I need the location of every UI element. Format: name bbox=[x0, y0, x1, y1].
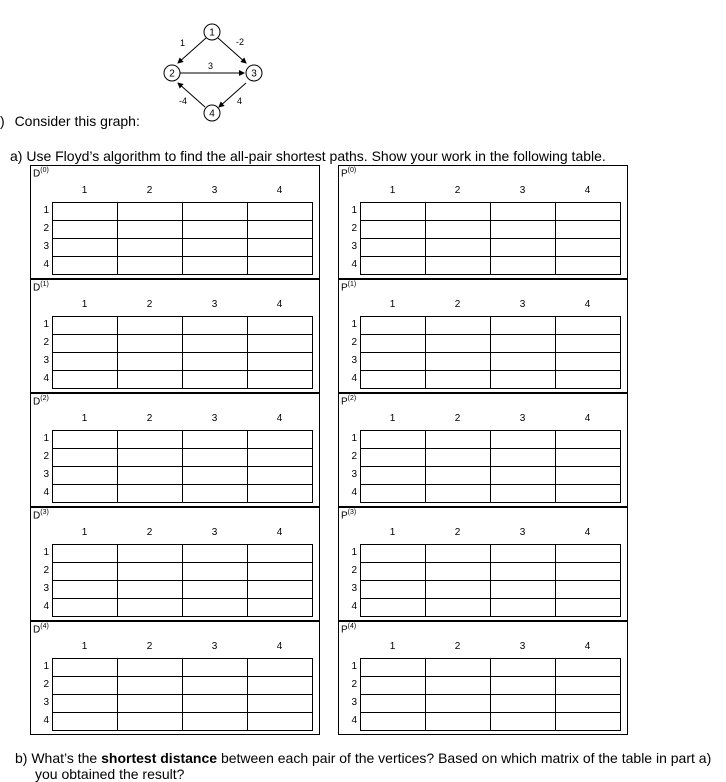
matrix-cell[interactable] bbox=[490, 316, 556, 335]
matrix-cell[interactable] bbox=[117, 676, 183, 695]
matrix-cell[interactable] bbox=[52, 466, 118, 485]
matrix-cell[interactable] bbox=[555, 448, 621, 467]
matrix-cell[interactable] bbox=[247, 220, 313, 239]
matrix-cell[interactable] bbox=[490, 466, 556, 485]
matrix-cell[interactable] bbox=[247, 256, 313, 275]
matrix-cell[interactable] bbox=[490, 712, 556, 731]
matrix-cell[interactable] bbox=[360, 316, 426, 335]
matrix-cell[interactable] bbox=[182, 544, 248, 563]
matrix-cell[interactable] bbox=[360, 238, 426, 257]
column-header: 2 bbox=[454, 527, 461, 538]
matrix-cell[interactable] bbox=[52, 430, 118, 449]
matrix-cell[interactable] bbox=[360, 484, 426, 503]
matrix-cell[interactable] bbox=[52, 334, 118, 353]
matrix-cell[interactable] bbox=[425, 220, 491, 239]
matrix-cell[interactable] bbox=[490, 694, 556, 713]
matrix-cell[interactable] bbox=[425, 466, 491, 485]
matrix-cell[interactable] bbox=[490, 580, 556, 599]
column-header: 4 bbox=[584, 299, 591, 310]
matrix-cell[interactable] bbox=[555, 676, 621, 695]
matrix-cell[interactable] bbox=[360, 448, 426, 467]
row-label: 1 bbox=[351, 205, 357, 216]
column-header: 1 bbox=[389, 185, 396, 196]
matrix-cell[interactable] bbox=[425, 694, 491, 713]
matrix-cell[interactable] bbox=[182, 370, 248, 389]
matrix-cell[interactable] bbox=[490, 448, 556, 467]
row-label: 4 bbox=[351, 487, 357, 498]
column-header: 2 bbox=[146, 185, 153, 196]
matrix-cell[interactable] bbox=[425, 238, 491, 257]
matrix-cell[interactable] bbox=[52, 220, 118, 239]
matrix-cell[interactable] bbox=[360, 544, 426, 563]
matrix-cell[interactable] bbox=[182, 694, 248, 713]
matrix-cell[interactable] bbox=[490, 430, 556, 449]
d-matrix-label: $D^{(2)}$ bbox=[33, 395, 49, 408]
matrix-cell[interactable] bbox=[425, 580, 491, 599]
matrix-cell[interactable] bbox=[555, 598, 621, 617]
matrix-cell[interactable] bbox=[182, 712, 248, 731]
column-header: 1 bbox=[81, 299, 88, 310]
matrix-cell[interactable] bbox=[247, 334, 313, 353]
row-label: 3 bbox=[43, 241, 49, 252]
column-header: 4 bbox=[276, 299, 283, 310]
row-label: 1 bbox=[43, 319, 49, 330]
matrix-cell[interactable] bbox=[425, 676, 491, 695]
matrix-cell[interactable] bbox=[490, 352, 556, 371]
matrix-cell[interactable] bbox=[360, 658, 426, 677]
row-label: 4 bbox=[351, 601, 357, 612]
matrix-cell[interactable] bbox=[555, 370, 621, 389]
matrix-cell[interactable] bbox=[247, 544, 313, 563]
matrix-cell[interactable] bbox=[52, 448, 118, 467]
matrix-cell[interactable] bbox=[52, 580, 118, 599]
edge-label-1-2: 1 bbox=[180, 38, 186, 48]
row-label: 3 bbox=[351, 697, 357, 708]
matrix-cell[interactable] bbox=[117, 580, 183, 599]
column-header: 4 bbox=[276, 413, 283, 424]
matrix-cell[interactable] bbox=[117, 202, 183, 221]
d-matrix-label: $D^{(3)}$ bbox=[33, 509, 49, 522]
row-label: 3 bbox=[351, 241, 357, 252]
p-matrix-label: $P^{(0)}$ bbox=[341, 167, 357, 180]
matrix-cell[interactable] bbox=[52, 256, 118, 275]
column-header: 2 bbox=[146, 527, 153, 538]
matrix-cell[interactable] bbox=[182, 484, 248, 503]
matrix-cell[interactable] bbox=[52, 712, 118, 731]
matrix-cell[interactable] bbox=[490, 484, 556, 503]
row-label: 2 bbox=[351, 451, 357, 462]
row-label: 3 bbox=[43, 355, 49, 366]
matrix-cell[interactable] bbox=[360, 352, 426, 371]
matrix-cell[interactable] bbox=[360, 580, 426, 599]
row-label: 4 bbox=[43, 259, 49, 270]
matrix-cell[interactable] bbox=[117, 430, 183, 449]
row-label: 2 bbox=[351, 223, 357, 234]
matrix-cell[interactable] bbox=[182, 658, 248, 677]
matrix-cell[interactable] bbox=[425, 562, 491, 581]
matrix-cell[interactable] bbox=[360, 220, 426, 239]
matrix-cell[interactable] bbox=[182, 202, 248, 221]
question-intro: ) Consider this graph: bbox=[0, 113, 140, 129]
column-header: 3 bbox=[519, 299, 526, 310]
matrix-cell[interactable] bbox=[117, 316, 183, 335]
column-header: 1 bbox=[389, 527, 396, 538]
row-label: 1 bbox=[43, 547, 49, 558]
matrix-cell[interactable] bbox=[182, 316, 248, 335]
matrix-cell[interactable] bbox=[425, 598, 491, 617]
matrix-cell[interactable] bbox=[117, 694, 183, 713]
matrix-cell[interactable] bbox=[425, 712, 491, 731]
matrix-cell[interactable] bbox=[247, 484, 313, 503]
column-header: 3 bbox=[211, 641, 218, 652]
matrix-cell[interactable] bbox=[117, 712, 183, 731]
matrix-cell[interactable] bbox=[360, 694, 426, 713]
matrix-cell[interactable] bbox=[425, 352, 491, 371]
matrix-cell[interactable] bbox=[555, 712, 621, 731]
node-1 bbox=[204, 24, 220, 40]
row-label: 4 bbox=[43, 601, 49, 612]
column-header: 1 bbox=[389, 641, 396, 652]
matrix-cell[interactable] bbox=[117, 334, 183, 353]
column-header: 2 bbox=[454, 185, 461, 196]
matrix-cell[interactable] bbox=[52, 484, 118, 503]
matrix-cell[interactable] bbox=[555, 658, 621, 677]
floyd-table bbox=[30, 165, 628, 735]
matrix-cell[interactable] bbox=[247, 580, 313, 599]
matrix-cell[interactable] bbox=[555, 202, 621, 221]
matrix-cell[interactable] bbox=[555, 316, 621, 335]
row-label: 1 bbox=[43, 433, 49, 444]
matrix-cell[interactable] bbox=[555, 352, 621, 371]
column-header: 3 bbox=[519, 641, 526, 652]
matrix-cell[interactable] bbox=[425, 202, 491, 221]
column-header: 3 bbox=[211, 299, 218, 310]
matrix-cell[interactable] bbox=[425, 484, 491, 503]
matrix-cell[interactable] bbox=[117, 370, 183, 389]
row-label: 2 bbox=[351, 565, 357, 576]
matrix-cell[interactable] bbox=[117, 466, 183, 485]
part-b-question: b) What’s the shortest distance between each pair of the vertices? Based on which matrix of the table in part a) you obtained the result? bbox=[15, 750, 712, 782]
matrix-cell[interactable] bbox=[425, 316, 491, 335]
column-header: 1 bbox=[81, 641, 88, 652]
column-header: 1 bbox=[81, 527, 88, 538]
column-header: 4 bbox=[584, 641, 591, 652]
row-label: 3 bbox=[43, 469, 49, 480]
row-label: 4 bbox=[43, 373, 49, 384]
matrix-cell[interactable] bbox=[182, 238, 248, 257]
row-label: 2 bbox=[43, 565, 49, 576]
edge-label-3-4: 4 bbox=[237, 96, 243, 106]
matrix-cell[interactable] bbox=[247, 238, 313, 257]
row-label: 1 bbox=[43, 205, 49, 216]
part-a-instructions: a) Use Floyd’s algorithm to find the all-pair shortest paths. Show your work in the following table. bbox=[10, 148, 606, 164]
matrix-cell[interactable] bbox=[182, 466, 248, 485]
column-header: 4 bbox=[584, 413, 591, 424]
matrix-cell[interactable] bbox=[52, 598, 118, 617]
matrix-cell[interactable] bbox=[52, 370, 118, 389]
row-label: 3 bbox=[351, 469, 357, 480]
row-label: 1 bbox=[351, 319, 357, 330]
svg-text:2: 2 bbox=[169, 68, 175, 80]
matrix-cell[interactable] bbox=[117, 238, 183, 257]
row-label: 2 bbox=[351, 679, 357, 690]
d-matrix-label: $D^{(4)}$ bbox=[33, 623, 49, 636]
matrix-cell[interactable] bbox=[490, 658, 556, 677]
matrix-cell[interactable] bbox=[117, 220, 183, 239]
matrix-cell[interactable] bbox=[490, 220, 556, 239]
column-header: 2 bbox=[454, 413, 461, 424]
row-label: 3 bbox=[43, 583, 49, 594]
column-header: 2 bbox=[146, 299, 153, 310]
column-header: 1 bbox=[389, 413, 396, 424]
matrix-cell[interactable] bbox=[247, 466, 313, 485]
matrix-cell[interactable] bbox=[182, 448, 248, 467]
column-header: 3 bbox=[519, 527, 526, 538]
matrix-cell[interactable] bbox=[425, 430, 491, 449]
matrix-cell[interactable] bbox=[555, 694, 621, 713]
matrix-cell[interactable] bbox=[490, 598, 556, 617]
matrix-cell[interactable] bbox=[52, 238, 118, 257]
svg-text:4: 4 bbox=[209, 108, 215, 120]
row-label: 1 bbox=[351, 547, 357, 558]
matrix-cell[interactable] bbox=[490, 562, 556, 581]
matrix-cell[interactable] bbox=[247, 694, 313, 713]
column-header: 2 bbox=[146, 641, 153, 652]
matrix-cell[interactable] bbox=[117, 448, 183, 467]
row-label: 2 bbox=[43, 679, 49, 690]
matrix-cell[interactable] bbox=[117, 484, 183, 503]
matrix-cell[interactable] bbox=[52, 658, 118, 677]
matrix-cell[interactable] bbox=[182, 220, 248, 239]
matrix-cell[interactable] bbox=[425, 370, 491, 389]
matrix-cell[interactable] bbox=[360, 676, 426, 695]
matrix-cell[interactable] bbox=[247, 202, 313, 221]
matrix-cell[interactable] bbox=[555, 544, 621, 563]
matrix-cell[interactable] bbox=[555, 430, 621, 449]
matrix-cell[interactable] bbox=[490, 256, 556, 275]
matrix-cell[interactable] bbox=[247, 598, 313, 617]
column-header: 4 bbox=[584, 527, 591, 538]
matrix-cell[interactable] bbox=[360, 430, 426, 449]
matrix-cell[interactable] bbox=[247, 316, 313, 335]
matrix-cell[interactable] bbox=[247, 562, 313, 581]
matrix-cell[interactable] bbox=[360, 466, 426, 485]
matrix-cell[interactable] bbox=[490, 676, 556, 695]
matrix-cell[interactable] bbox=[182, 580, 248, 599]
column-header: 4 bbox=[276, 527, 283, 538]
p-matrix-label: $P^{(3)}$ bbox=[341, 509, 357, 522]
row-label: 1 bbox=[43, 661, 49, 672]
svg-text:3: 3 bbox=[251, 68, 257, 80]
matrix-cell[interactable] bbox=[360, 370, 426, 389]
matrix-cell[interactable] bbox=[117, 598, 183, 617]
matrix-cell[interactable] bbox=[117, 352, 183, 371]
column-header: 1 bbox=[81, 413, 88, 424]
matrix-cell[interactable] bbox=[490, 202, 556, 221]
column-header: 3 bbox=[519, 413, 526, 424]
matrix-cell[interactable] bbox=[555, 484, 621, 503]
column-header: 2 bbox=[146, 413, 153, 424]
d-matrix-label: $D^{(0)}$ bbox=[33, 167, 49, 180]
column-header: 4 bbox=[276, 641, 283, 652]
matrix-cell[interactable] bbox=[247, 676, 313, 695]
row-label: 3 bbox=[351, 355, 357, 366]
matrix-cell[interactable] bbox=[425, 448, 491, 467]
matrix-cell[interactable] bbox=[117, 562, 183, 581]
column-header: 4 bbox=[276, 185, 283, 196]
row-label: 4 bbox=[351, 259, 357, 270]
matrix-cell[interactable] bbox=[182, 676, 248, 695]
matrix-cell[interactable] bbox=[490, 238, 556, 257]
p-matrix-label: $P^{(1)}$ bbox=[341, 281, 357, 294]
column-header: 2 bbox=[454, 299, 461, 310]
matrix-cell[interactable] bbox=[555, 580, 621, 599]
matrix-cell[interactable] bbox=[247, 712, 313, 731]
matrix-cell[interactable] bbox=[490, 334, 556, 353]
row-label: 3 bbox=[43, 697, 49, 708]
column-header: 3 bbox=[211, 185, 218, 196]
matrix-cell[interactable] bbox=[425, 658, 491, 677]
matrix-cell[interactable] bbox=[555, 466, 621, 485]
matrix-cell[interactable] bbox=[555, 238, 621, 257]
matrix-cell[interactable] bbox=[490, 370, 556, 389]
edge-label-1-3: -2 bbox=[236, 37, 245, 47]
matrix-cell[interactable] bbox=[182, 352, 248, 371]
row-label: 1 bbox=[351, 661, 357, 672]
matrix-cell[interactable] bbox=[247, 448, 313, 467]
row-label: 1 bbox=[351, 433, 357, 444]
d-matrix-label: $D^{(1)}$ bbox=[33, 281, 49, 294]
p-matrix-label: $P^{(4)}$ bbox=[341, 623, 357, 636]
matrix-cell[interactable] bbox=[360, 562, 426, 581]
node-4 bbox=[204, 105, 220, 121]
matrix-cell[interactable] bbox=[490, 544, 556, 563]
matrix-cell[interactable] bbox=[247, 352, 313, 371]
matrix-cell[interactable] bbox=[117, 256, 183, 275]
matrix-cell[interactable] bbox=[425, 256, 491, 275]
matrix-cell[interactable] bbox=[425, 544, 491, 563]
matrix-cell[interactable] bbox=[360, 334, 426, 353]
row-label: 4 bbox=[351, 715, 357, 726]
column-header: 3 bbox=[519, 185, 526, 196]
row-label: 2 bbox=[43, 337, 49, 348]
row-label: 4 bbox=[351, 373, 357, 384]
matrix-cell[interactable] bbox=[182, 334, 248, 353]
matrix-cell[interactable] bbox=[247, 658, 313, 677]
matrix-cell[interactable] bbox=[247, 370, 313, 389]
row-label: 4 bbox=[43, 487, 49, 498]
row-label: 4 bbox=[43, 715, 49, 726]
row-label: 3 bbox=[351, 583, 357, 594]
matrix-cell[interactable] bbox=[360, 256, 426, 275]
matrix-cell[interactable] bbox=[52, 562, 118, 581]
matrix-cell[interactable] bbox=[425, 334, 491, 353]
matrix-cell[interactable] bbox=[182, 430, 248, 449]
edge-label-2-3: 3 bbox=[208, 61, 214, 71]
column-header: 3 bbox=[211, 413, 218, 424]
matrix-cell[interactable] bbox=[360, 202, 426, 221]
svg-text:1: 1 bbox=[209, 27, 215, 39]
matrix-cell[interactable] bbox=[182, 598, 248, 617]
node-3 bbox=[246, 65, 262, 81]
matrix-cell[interactable] bbox=[52, 694, 118, 713]
matrix-cell[interactable] bbox=[52, 352, 118, 371]
row-label: 2 bbox=[351, 337, 357, 348]
matrix-cell[interactable] bbox=[555, 220, 621, 239]
matrix-cell[interactable] bbox=[182, 256, 248, 275]
row-label: 2 bbox=[43, 451, 49, 462]
matrix-cell[interactable] bbox=[117, 544, 183, 563]
column-header: 3 bbox=[211, 527, 218, 538]
edge-label-4-2: -4 bbox=[179, 96, 188, 106]
matrix-cell[interactable] bbox=[555, 334, 621, 353]
column-header: 2 bbox=[454, 641, 461, 652]
column-header: 4 bbox=[584, 185, 591, 196]
matrix-cell[interactable] bbox=[52, 316, 118, 335]
matrix-cell[interactable] bbox=[360, 598, 426, 617]
matrix-cell[interactable] bbox=[117, 658, 183, 677]
matrix-cell[interactable] bbox=[555, 256, 621, 275]
column-header: 1 bbox=[389, 299, 396, 310]
matrix-cell[interactable] bbox=[182, 562, 248, 581]
node-2 bbox=[164, 65, 180, 81]
matrix-cell[interactable] bbox=[52, 202, 118, 221]
row-label: 2 bbox=[43, 223, 49, 234]
column-header: 1 bbox=[81, 185, 88, 196]
matrix-cell[interactable] bbox=[52, 544, 118, 563]
matrix-cell[interactable] bbox=[555, 562, 621, 581]
matrix-cell[interactable] bbox=[247, 430, 313, 449]
matrix-cell[interactable] bbox=[360, 712, 426, 731]
weighted-graph bbox=[150, 15, 280, 125]
p-matrix-label: $P^{(2)}$ bbox=[341, 395, 357, 408]
matrix-cell[interactable] bbox=[52, 676, 118, 695]
